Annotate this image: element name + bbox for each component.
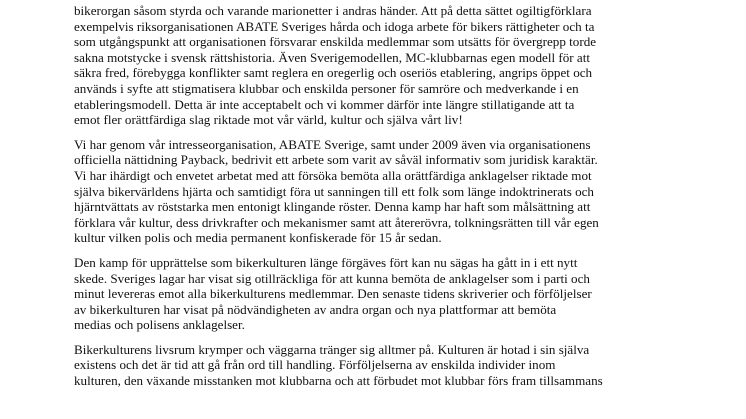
paragraph-1 bbox=[74, 3, 714, 128]
text-line: som utgångspunkt att organisationen försvarar enskilda medlemmar som utsätts för övergrepp torde bbox=[74, 34, 597, 50]
text-line: medias och polisens anklagelser. bbox=[74, 317, 245, 333]
text-line: säkra fred, förebygga konflikter samt reglera en oregerlig och oseriös etablering, angrips öppet och bbox=[74, 65, 593, 81]
text-line: hjärntvättats av röststarka men entonigt klingande röster. Denna kamp har haft som målsättning att bbox=[74, 199, 591, 215]
text-line: emot fler orättfärdiga slag riktade mot vår värld, kultur och själva vårt liv! bbox=[74, 112, 463, 128]
text-line: av bikerkulturen har visat på nödvändigheten av andra organ och nya plattformar att bemöta bbox=[74, 301, 557, 317]
text-line: bikerorgan såsom styrda och varande marionetter i andras händer. Att på detta sättet ogiltigförklara bbox=[74, 3, 592, 18]
paragraph-2 bbox=[74, 137, 714, 246]
text-line: förklara vår kultur, dess drivkrafter och mekanismer samt att återerövra, tolkningsrätten till vår egen bbox=[74, 214, 599, 230]
text-line: Bikerkulturens livsrum krymper och väggarna tränger sig alltmer på. Kulturen är hotad i sin själva bbox=[74, 341, 590, 357]
text-line: minut levereras emot alla bikerkulturens medlemmar. Den senaste tidens skriverier och förföljelser bbox=[74, 286, 592, 302]
text-line: kultur vilken polis och media permanent konfiskerade för 15 år sedan. bbox=[74, 230, 442, 246]
text-line: kulturen, den växande misstanken mot klubbarna och att förbudet mot klubbar förs fram tillsammans bbox=[74, 373, 603, 389]
text-line: officiella nättidning Payback, bedrivit ett arbete som varit av såväl informativ som juridisk karaktär. bbox=[74, 152, 598, 168]
text-line: existens och det är tid att gå från ord till handling. Förföljelserna av enskilda individer inom bbox=[74, 357, 556, 373]
text-line: skede. Sveriges lagar har visat sig otillräckliga för att kunna bemöta de anklagelser som i parti och bbox=[74, 270, 590, 286]
text-line: Vi har ihärdigt och envetet arbetat med att försöka bemöta alla orättfärdiga anklagelser riktade mot bbox=[74, 167, 592, 183]
text-line: sakna motstycke i svensk rättshistoria. Även Sverigemodellen, MC-klubbarnas egen modell för att bbox=[74, 49, 590, 65]
text-line: själva bikervärldens hjärta och samtidigt föra ut sanningen till ett folk som länge indoktrinerats och bbox=[74, 183, 594, 199]
text-line: etableringsmodell. Detta är inte acceptabelt och vi kommer därför inte längre stillatigande att ta bbox=[74, 96, 575, 112]
paragraph-4 bbox=[74, 342, 714, 389]
text-line: Den kamp för upprättelse som bikerkulturen länge förgäves fört kan nu sägas ha gått in i ett nytt bbox=[74, 254, 578, 270]
text-line: används i syfte att stigmatisera klubbar och enskilda personer för samröre och medverkande i en bbox=[74, 80, 579, 96]
text-line: exempelvis riksorganisationen ABATE Sveriges hårda och idoga arbete för bikers rättigheter och ta bbox=[74, 18, 595, 34]
paragraph-3 bbox=[74, 255, 714, 333]
text-line: Vi har genom vår intresseorganisation, ABATE Sverige, samt under 2009 även via organisationens bbox=[74, 136, 591, 152]
document-page bbox=[74, 3, 714, 398]
